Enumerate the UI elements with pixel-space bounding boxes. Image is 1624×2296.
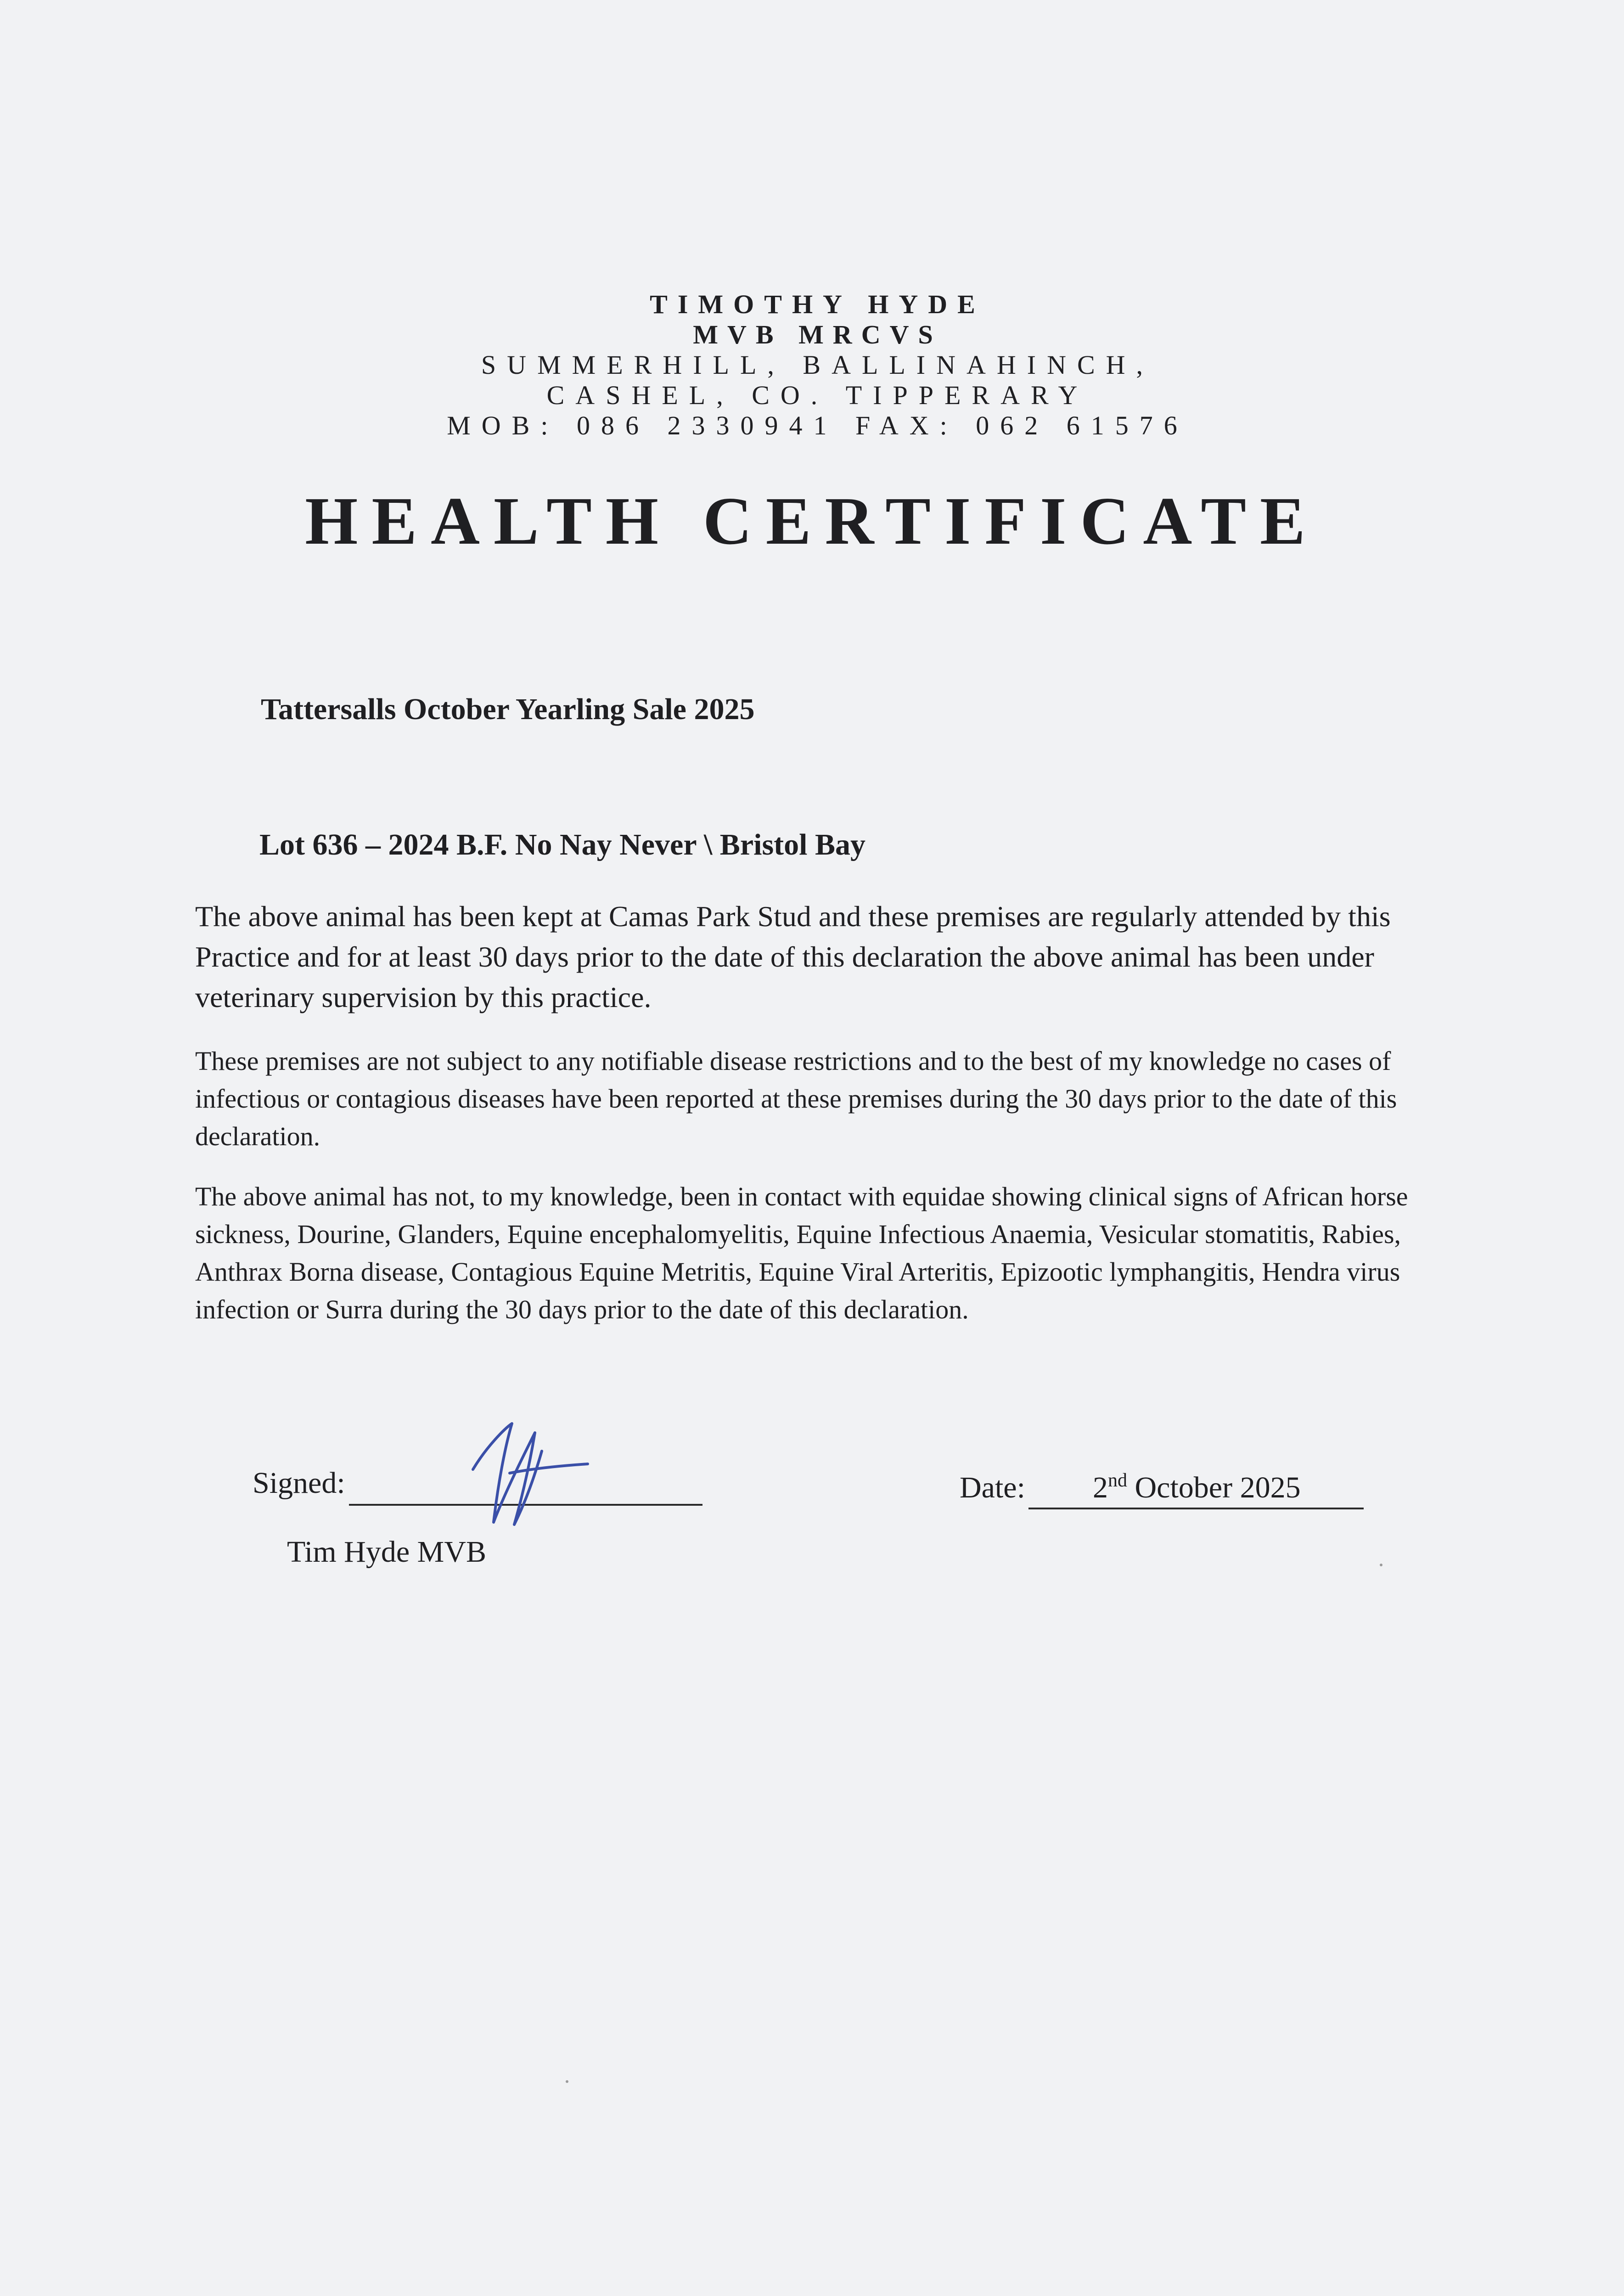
date-line (1028, 1508, 1364, 1509)
date-label: Date: (960, 1471, 1025, 1504)
signer-name: Tim Hyde MVB (287, 1535, 486, 1569)
address-line-1: SUMMERHILL, BALLINAHINCH, (481, 350, 1154, 380)
contact-line: MOB: 086 2330941 FAX: 062 61576 (447, 411, 1188, 440)
date-month-year: October 2025 (1135, 1471, 1301, 1504)
declaration-paragraph-1: The above animal has been kept at Camas Park Stud and these premises are regularly attended by this Practice and for at least 30 days prior to the date of this declaration the above animal has been under veterinary supervision by this practice. (195, 900, 1391, 1013)
practitioner-name: TIMOTHY HYDE (650, 289, 985, 319)
handwritten-signature (455, 1414, 592, 1534)
signed-label: Signed: (253, 1466, 345, 1500)
scan-speck (566, 2080, 568, 2083)
declaration-paragraph-3: The above animal has not, to my knowledge, been in contact with equidae showing clinical signs of African horse sickness, Dourine, Glanders, Equine encephalomyelitis, Equine Infectious Anaemia, Vesicular stomatitis, Rabies, Anthrax Borna disease, Contagious Equine Metritis, Equine Viral Arteritis, Epizootic lymphangitis, Hendra virus infection or Surra during the 30 days prior to the date of this declaration. (195, 1182, 1408, 1324)
lot-heading: Lot 636 – 2024 B.F. No Nay Never \ Bristol Bay (259, 828, 865, 861)
document-title: HEALTH CERTIFICATE (305, 484, 1319, 559)
sale-heading: Tattersalls October Yearling Sale 2025 (261, 692, 755, 726)
address-line-2: CASHEL, CO. TIPPERARY (546, 380, 1089, 410)
date-suffix: nd (1108, 1470, 1127, 1491)
date-day: 2 (1093, 1471, 1108, 1504)
letterhead (0, 289, 1624, 441)
practitioner-qualifications: MVB MRCVS (693, 320, 942, 349)
scan-speck (1380, 1564, 1382, 1566)
declaration-paragraph-2: These premises are not subject to any notifiable disease restrictions and to the best of my knowledge no cases of infectious or contagious diseases have been reported at these premises during the 30 days prior to the date of this declaration. (195, 1046, 1397, 1151)
date-value (1093, 1469, 1301, 1506)
